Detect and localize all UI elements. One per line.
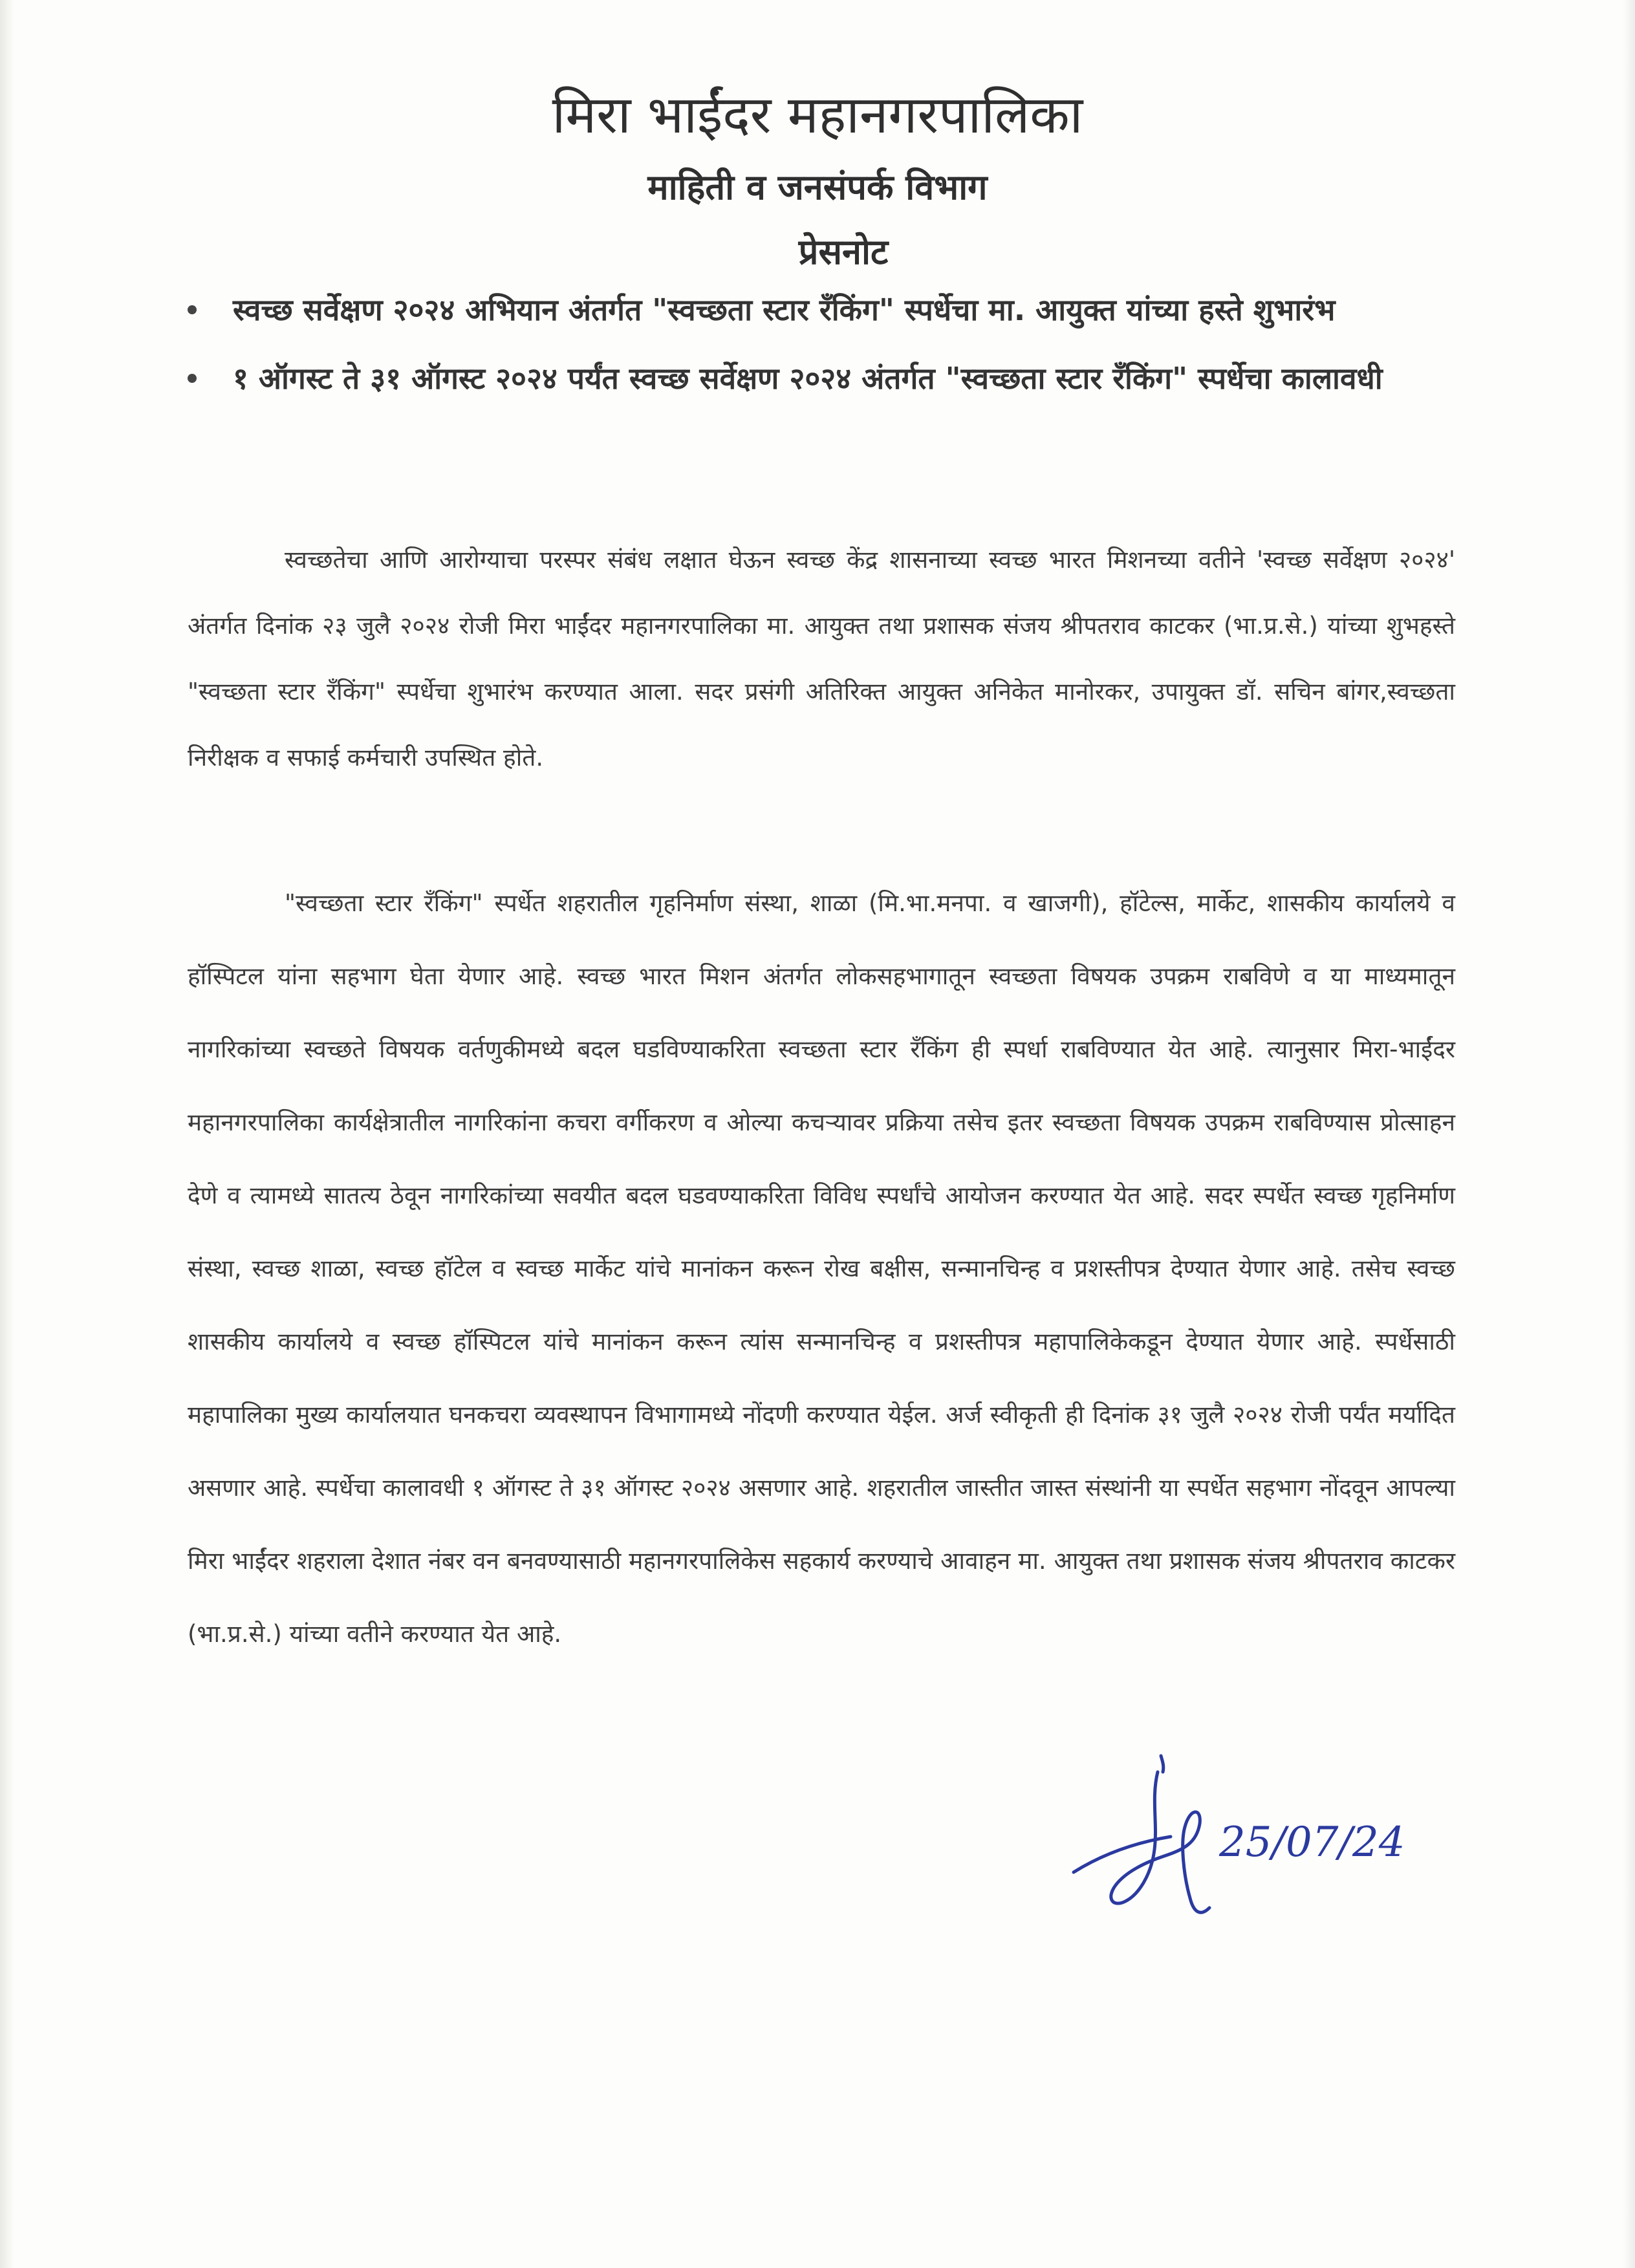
scan-shadow-left (0, 0, 14, 2268)
highlight-text: १ ऑगस्ट ते ३१ ऑगस्ट २०२४ पर्यंत स्वच्छ सर्वेक्षण २०२४ अंतर्गत "स्वच्छता स्टार रँकिंग" स्पर्धेचा कालावधी (233, 361, 1383, 396)
signature-block (1061, 1746, 1423, 1940)
body-paragraph-1: स्वच्छतेचा आणि आरोग्याचा परस्पर संबंध लक्षात घेऊन स्वच्छ केंद्र शासनाच्या स्वच्छ भारत मिशनच्या वतीने 'स्वच्छ सर्वेक्षण २०२४' अंतर्गत दिनांक २३ जुलै २०२४ रोजी मिरा भाईंदर महानगरपालिका मा. आयुक्त तथा प्रशासक संजय श्रीपतराव काटकर (भा.प्र.से.) यांच्या शुभहस्ते "स्वच्छता स्टार रँकिंग" स्पर्धेचा शुभारंभ करण्यात आला. सदर प्रसंगी अतिरिक्त आयुक्त अनिकेत मानोरकर, उपायुक्त डॉ. सचिन बांगर,स्वच्छता निरीक्षक व सफाई कर्मचारी उपस्थित होते. (188, 546, 1455, 772)
scan-shadow-right (1623, 0, 1635, 2268)
highlight-item (188, 278, 1468, 341)
body-paragraph-2: "स्वच्छता स्टार रँकिंग" स्पर्धेत शहरातील गृहनिर्माण संस्था, शाळा (मि.भा.मनपा. व खाजगी), हॉटेल्स, मार्केट, शासकीय कार्यालये व हॉस्पिटल यांना सहभाग घेता येणार आहे. स्वच्छ भारत मिशन अंतर्गत लोकसहभागातून स्वच्छता विषयक उपक्रम राबविणे व या माध्यमातून नागरिकांच्या स्वच्छते विषयक वर्तणुकीमध्ये बदल घडविण्याकरिता स्वच्छता स्टार रँकिंग ही स्पर्धा राबविण्यात येत आहे. त्यानुसार मिरा-भाईंदर महानगरपालिका कार्यक्षेत्रातील नागरिकांना कचरा वर्गीकरण व ओल्या कचऱ्यावर प्रक्रिया तसेच इतर स्वच्छता विषयक उपक्रम राबविण्यास प्रोत्साहन देणे व त्यामध्ये सातत्य ठेवून नागरिकांच्या सवयीत बदल घडवण्याकरिता विविध स्पर्धांचे आयोजन करण्यात येत आहे. सदर स्पर्धेत स्वच्छ गृहनिर्माण संस्था, स्वच्छ शाळा, स्वच्छ हॉटेल व स्वच्छ मार्केट यांचे मानांकन करून रोख बक्षीस, सन्मानचिन्ह व प्रशस्तीपत्र देण्यात येणार आहे. तसेच स्वच्छ शासकीय कार्यालये व स्वच्छ हॉस्पिटल यांचे मानांकन करून त्यांस सन्मानचिन्ह व प्रशस्तीपत्र महापालिकेकडून देण्यात येणार आहे. स्पर्धेसाठी महापालिका मुख्य कार्यालयात घनकचरा व्यवस्थापन विभागामध्ये नोंदणी करण्यात येईल. अर्ज स्वीकृती ही दिनांक ३१ जुलै २०२४ रोजी पर्यंत मर्यादित असणार आहे. स्पर्धेचा कालावधी १ ऑगस्ट ते ३१ ऑगस्ट २०२४ असणार आहे. शहरातील जास्तीत जास्त संस्थांनी या स्पर्धेत सहभाग नोंदवून आपल्या मिरा भाईंदर शहराला देशात नंबर वन बनवण्यासाठी महानगरपालिकेस सहकार्य करण्याचे आवाहन मा. आयुक्त तथा प्रशासक संजय श्रीपतराव काटकर (भा.प्र.से.) यांच्या वतीने करण्यात येत आहे. (188, 889, 1455, 1648)
bullet-icon (188, 374, 197, 383)
highlight-text: स्वच्छ सर्वेक्षण २०२४ अभियान अंतर्गत "स्वच्छता स्टार रँकिंग" स्पर्धेचा मा. आयुक्त यांच्या हस्ते शुभारंभ (233, 292, 1336, 327)
signature-date: 25/07/24 (1219, 1819, 1405, 1866)
document-type-heading: प्रेसनोट (798, 232, 889, 272)
organization-title: मिरा भाईंदर महानगरपालिका (552, 85, 1083, 145)
highlight-item (188, 347, 1468, 410)
bullet-icon (188, 305, 197, 314)
highlights-list (188, 278, 1468, 415)
department-subtitle: माहिती व जनसंपर्क विभाग (647, 167, 988, 208)
signature-graphic (1061, 1746, 1423, 1940)
